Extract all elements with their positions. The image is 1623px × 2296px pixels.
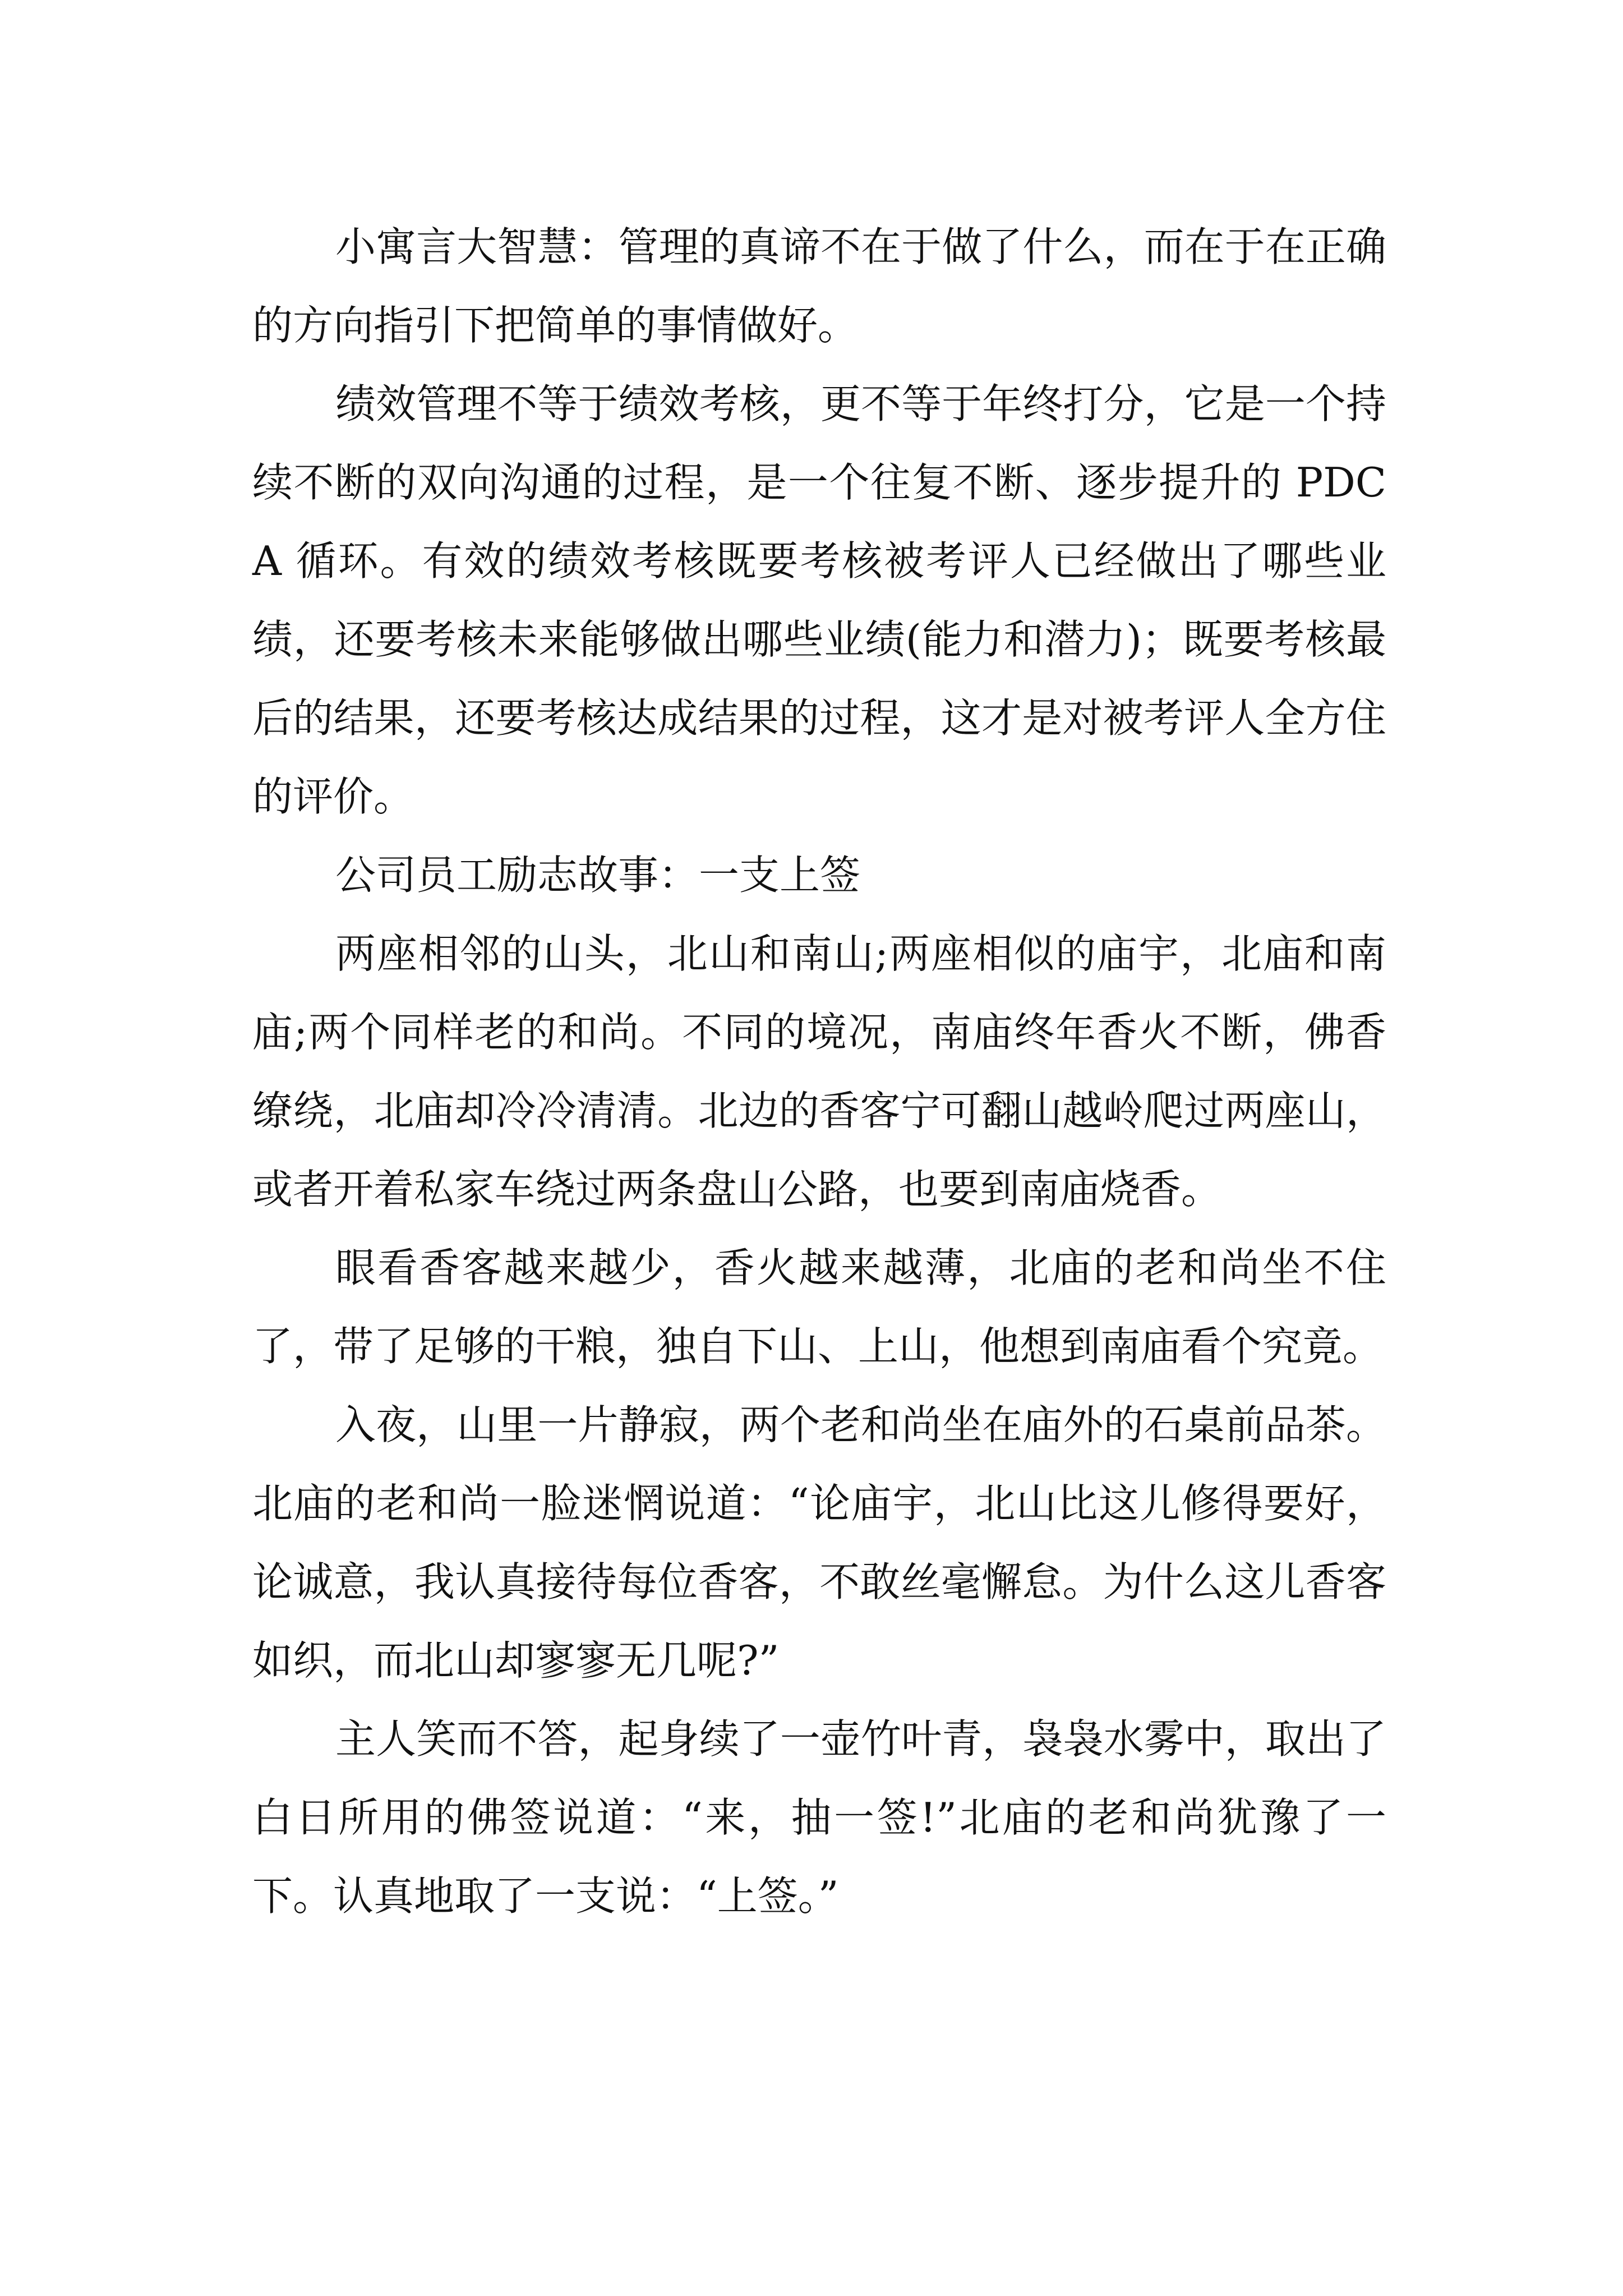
paragraph-two-temples: 两座相邻的山头，北山和南山;两座相似的庙宇，北庙和南庙;两个同样老的和尚。不同的境况，南庙终年香火不断，佛香缭绕，北庙却冷冷清清。北边的香客宁可翻山越岭爬过两座山，或者开着私家车绕过两条盘山公路，也要到南庙烧香。 — [252, 930, 1386, 1213]
paragraph-performance-management: 绩效管理不等于绩效考核，更不等于年终打分，它是一个持续不断的双向沟通的过程，是一个往复不断、逐步提升的 PDCA 循环。有效的绩效考核既要考核被考评人已经做出了哪些业绩，还要考核未来能够做出哪些业绩(能力和潜力)；既要考核最后的结果，还要考核达成结果的过程，这才是对被考评人全方住的评价。 — [252, 380, 1386, 820]
paragraph-north-monk-leaves: 眼看香客越来越少，香火越来越薄，北庙的老和尚坐不住了，带了足够的干粮，独自下山、上山，他想到南庙看个究竟。 — [252, 1244, 1386, 1370]
paragraph-draw-lot: 主人笑而不答，起身续了一壶竹叶青，袅袅水雾中，取出了白日所用的佛签说道：“来，抽一签!”北庙的老和尚犹豫了一下。认真地取了一支说：“上签。” — [252, 1715, 1386, 1920]
paragraph-night-tea: 入夜，山里一片静寂，两个老和尚坐在庙外的石桌前品茶。北庙的老和尚一脸迷惘说道：“论庙宇，北山比这儿修得要好，论诚意，我认真接待每位香客，不敢丝毫懈怠。为什么这儿香客如织，而北山却寥寥无几呢?” — [252, 1401, 1386, 1684]
document-body — [252, 208, 1386, 1935]
story-title: 公司员工励志故事：一支上签 — [335, 852, 861, 899]
paragraph-moral: 小寓言大智慧：管理的真谛不在于做了什么，而在于在正确的方向指引下把简单的事情做好。 — [252, 223, 1386, 349]
